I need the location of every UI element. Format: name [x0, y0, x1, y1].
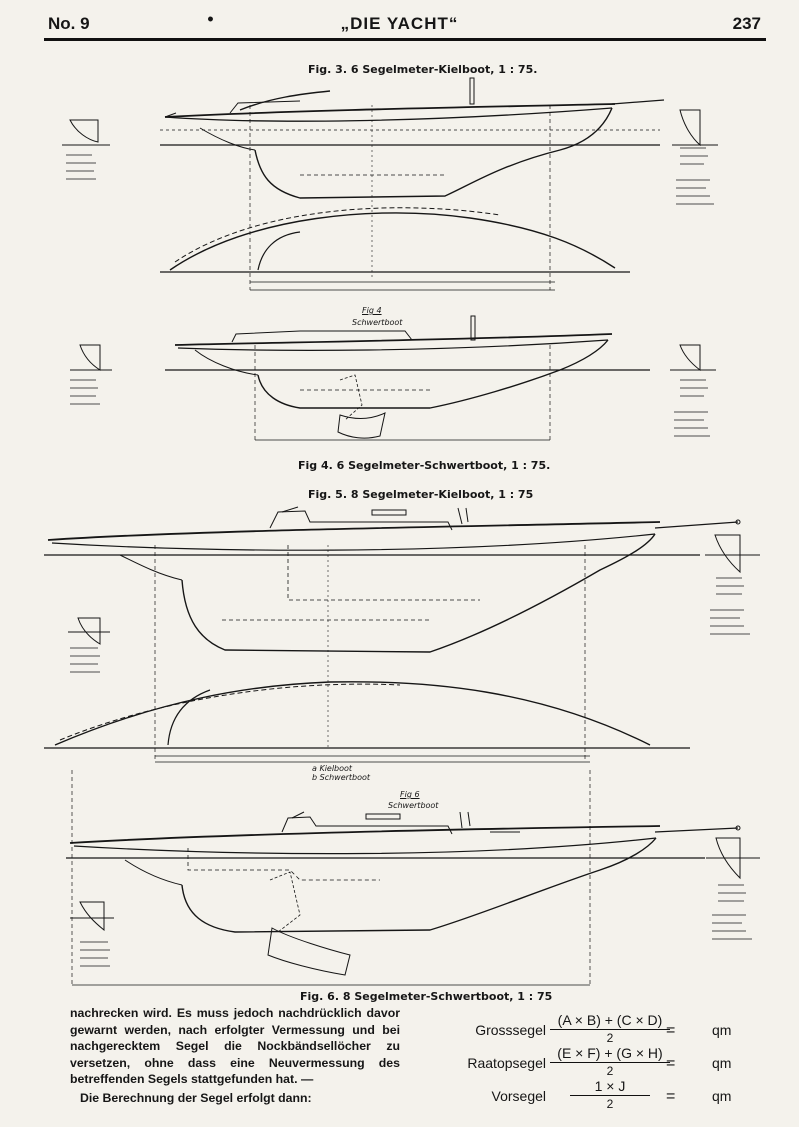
formula-fraction	[550, 1045, 670, 1078]
formula-fraction	[550, 1012, 670, 1045]
formula-numerator: (E × F) + (G × H)	[550, 1045, 670, 1063]
fig3-drawing	[62, 78, 718, 290]
fig6-inset-label: Fig 6	[400, 790, 420, 799]
issue-number: No. 9	[48, 14, 90, 33]
formula-unit: qm	[712, 1088, 732, 1104]
fig6-caption: Fig. 6. 8 Segelmeter-Schwertboot, 1 : 75	[300, 990, 553, 1003]
formula-vorsegel	[430, 1078, 760, 1112]
paragraph-2: Die Berechnung der Segel erfolgt dann:	[80, 1090, 312, 1105]
fig4-inset-label: Fig 4	[362, 306, 382, 315]
formula-unit: qm	[712, 1055, 732, 1071]
formula-equals: =	[666, 1055, 676, 1072]
header-dot: •	[206, 12, 215, 28]
page-number: 237	[732, 14, 761, 33]
formula-equals: =	[666, 1022, 676, 1039]
magazine-title: „DIE YACHT“	[340, 14, 459, 33]
fig5-legend-b: b Schwertboot	[312, 773, 371, 782]
fig4-drawing	[70, 316, 716, 442]
fig5-drawing	[44, 507, 760, 762]
fig4-caption: Fig 4. 6 Segelmeter-Schwertboot, 1 : 75.	[298, 459, 551, 472]
formula-denominator: 2	[606, 1031, 614, 1045]
formula-label: Raatopsegel	[467, 1055, 546, 1071]
formula-grosssegel	[430, 1012, 760, 1046]
fig4-inset-sub: Schwertboot	[352, 318, 403, 327]
fig5-caption: Fig. 5. 8 Segelmeter-Kielboot, 1 : 75	[308, 488, 534, 501]
formula-numerator: 1 × J	[570, 1078, 650, 1096]
formula-denominator: 2	[606, 1097, 614, 1111]
fig3-caption: Fig. 3. 6 Segelmeter-Kielboot, 1 : 75.	[308, 63, 538, 76]
formula-equals: =	[666, 1088, 676, 1105]
formula-raatopsegel	[430, 1045, 760, 1079]
formula-label: Grosssegel	[475, 1022, 546, 1038]
formula-numerator: (A × B) + (C × D)	[550, 1012, 670, 1030]
formula-label: Vorsegel	[491, 1088, 546, 1104]
formula-denominator: 2	[606, 1064, 614, 1078]
fig6-inset-sub: Schwertboot	[388, 801, 439, 810]
formula-fraction	[570, 1078, 650, 1111]
fig5-legend-a: a Kielboot	[312, 764, 353, 773]
paragraph-1: nachrecken wird. Es muss jedoch nachdrücklich davor gewarnt werden, nach erfolgter Vermessung und bei nachgerecktem Segel die Nockbändsellöcher zu versetzen, ohne dass eine Neuvermessung des betreffenden Segels stattgefunden hat. —	[70, 1006, 400, 1087]
formula-unit: qm	[712, 1022, 732, 1038]
body-text	[70, 1005, 400, 1107]
